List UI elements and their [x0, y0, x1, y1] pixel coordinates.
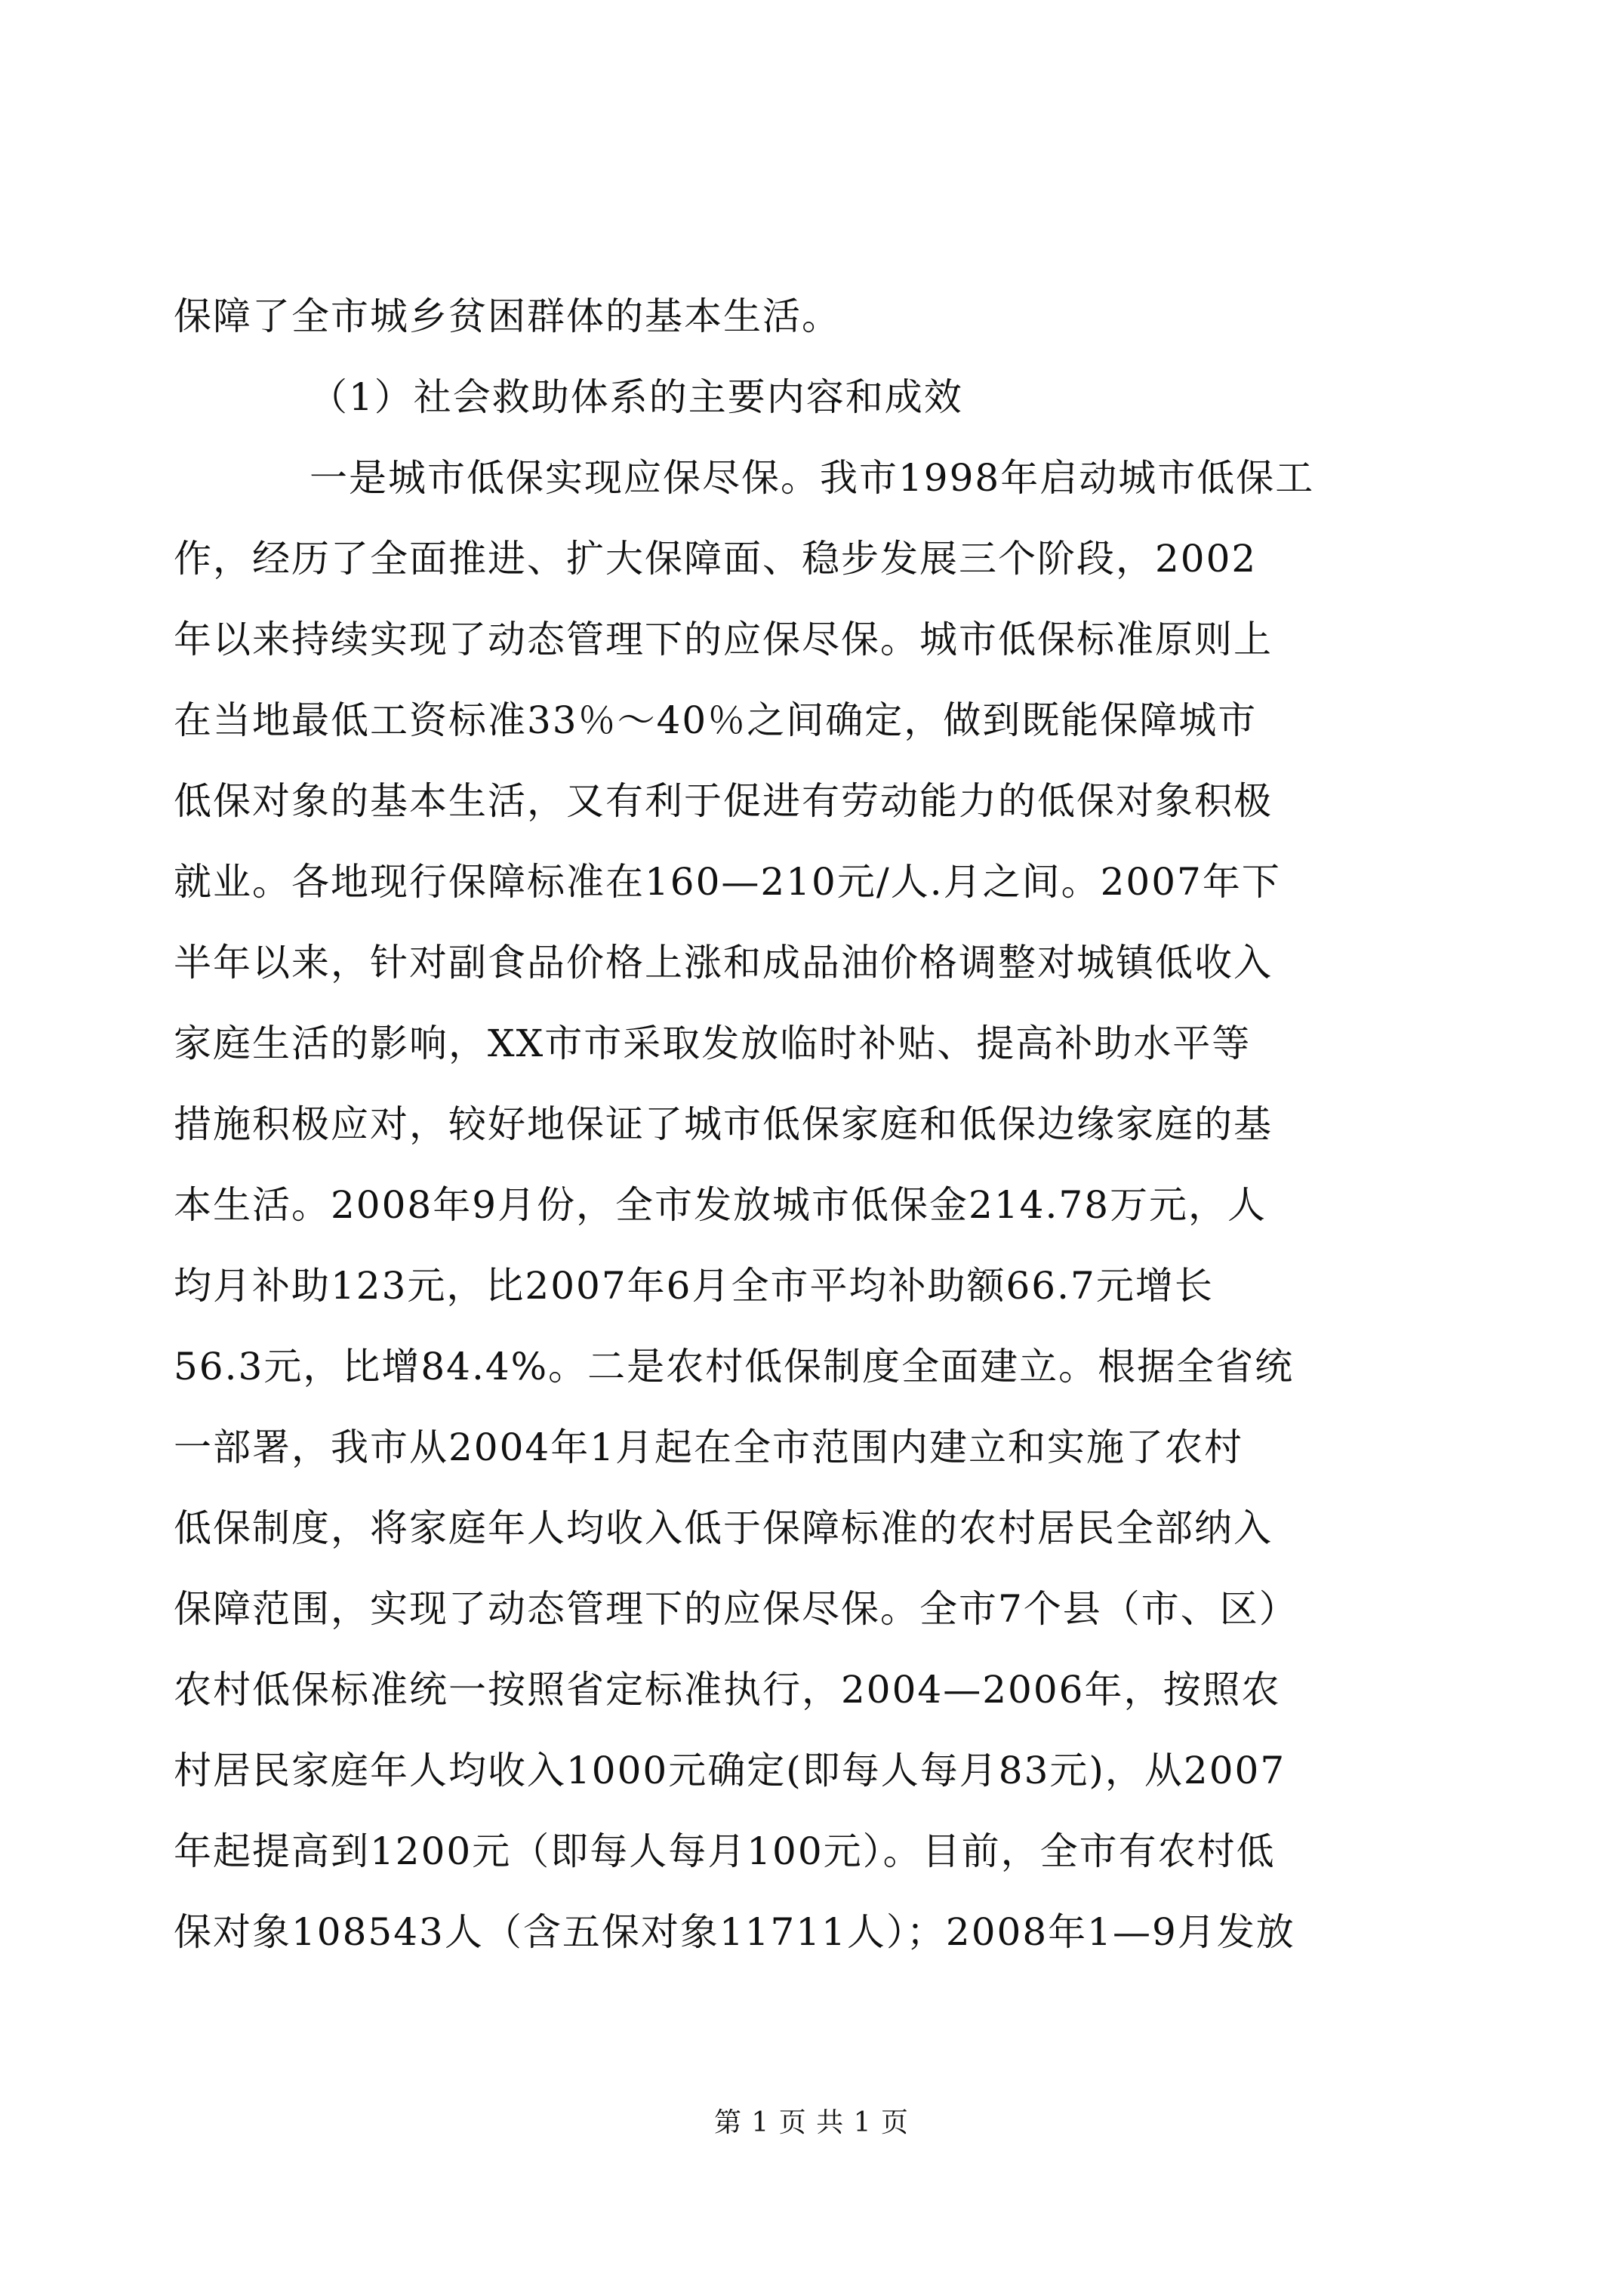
text-line: 家庭生活的影响，XX市市采取发放临时补贴、提高补助水平等 — [174, 1022, 1252, 1065]
text-line: 低保制度，将家庭年人均收入低于保障标准的农村居民全部纳入 — [174, 1506, 1273, 1550]
text-line: 作，经历了全面推进、扩大保障面、稳步发展三个阶段，2002 — [174, 537, 1258, 581]
text-line: 一部署，我市从2004年1月起在全市范围内建立和实施了农村 — [174, 1425, 1244, 1469]
text-line: 一是城市低保实现应保尽保。我市1998年启动城市低保工 — [310, 456, 1315, 500]
text-line: 56.3元，比增84.4%。二是农村低保制度全面建立。根据全省统 — [174, 1345, 1295, 1388]
text-line: 就业。各地现行保障标准在160—210元/人.月之间。2007年下 — [174, 860, 1281, 904]
text-line: 年以来持续实现了动态管理下的应保尽保。城市低保标准原则上 — [174, 618, 1273, 661]
text-line: 农村低保标准统一按照省定标准执行，2004—2006年，按照农 — [174, 1668, 1281, 1712]
page-footer: 第 1 页 共 1 页 — [713, 2107, 910, 2138]
text-line: 本生活。2008年9月份，全市发放城市低保金214.78万元，人 — [174, 1183, 1267, 1227]
text-line: 保障了全市城乡贫困群体的基本生活。 — [174, 294, 841, 338]
text-line: 均月补助123元，比2007年6月全市平均补助额66.7元增长 — [174, 1264, 1214, 1308]
text-line: 措施积极应对，较好地保证了城市低保家庭和低保边缘家庭的基 — [174, 1102, 1273, 1146]
section-heading: （1）社会救助体系的主要内容和成效 — [310, 375, 963, 419]
text-line: 村居民家庭年人均收入1000元确定(即每人每月83元)，从2007 — [174, 1749, 1286, 1792]
text-line: 保障范围，实现了动态管理下的应保尽保。全市7个县（市、区） — [174, 1587, 1298, 1631]
text-line: 在当地最低工资标准33％～40％之间确定，做到既能保障城市 — [174, 698, 1258, 742]
text-line: 半年以来，针对副食品价格上涨和成品油价格调整对城镇低收入 — [174, 941, 1273, 985]
text-line: 保对象108543人（含五保对象11711人）；2008年1—9月发放 — [174, 1910, 1295, 1954]
text-line: 年起提高到1200元（即每人每月100元）。目前，全市有农村低 — [174, 1829, 1276, 1873]
text-line: 低保对象的基本生活，又有利于促进有劳动能力的低保对象积极 — [174, 779, 1273, 823]
